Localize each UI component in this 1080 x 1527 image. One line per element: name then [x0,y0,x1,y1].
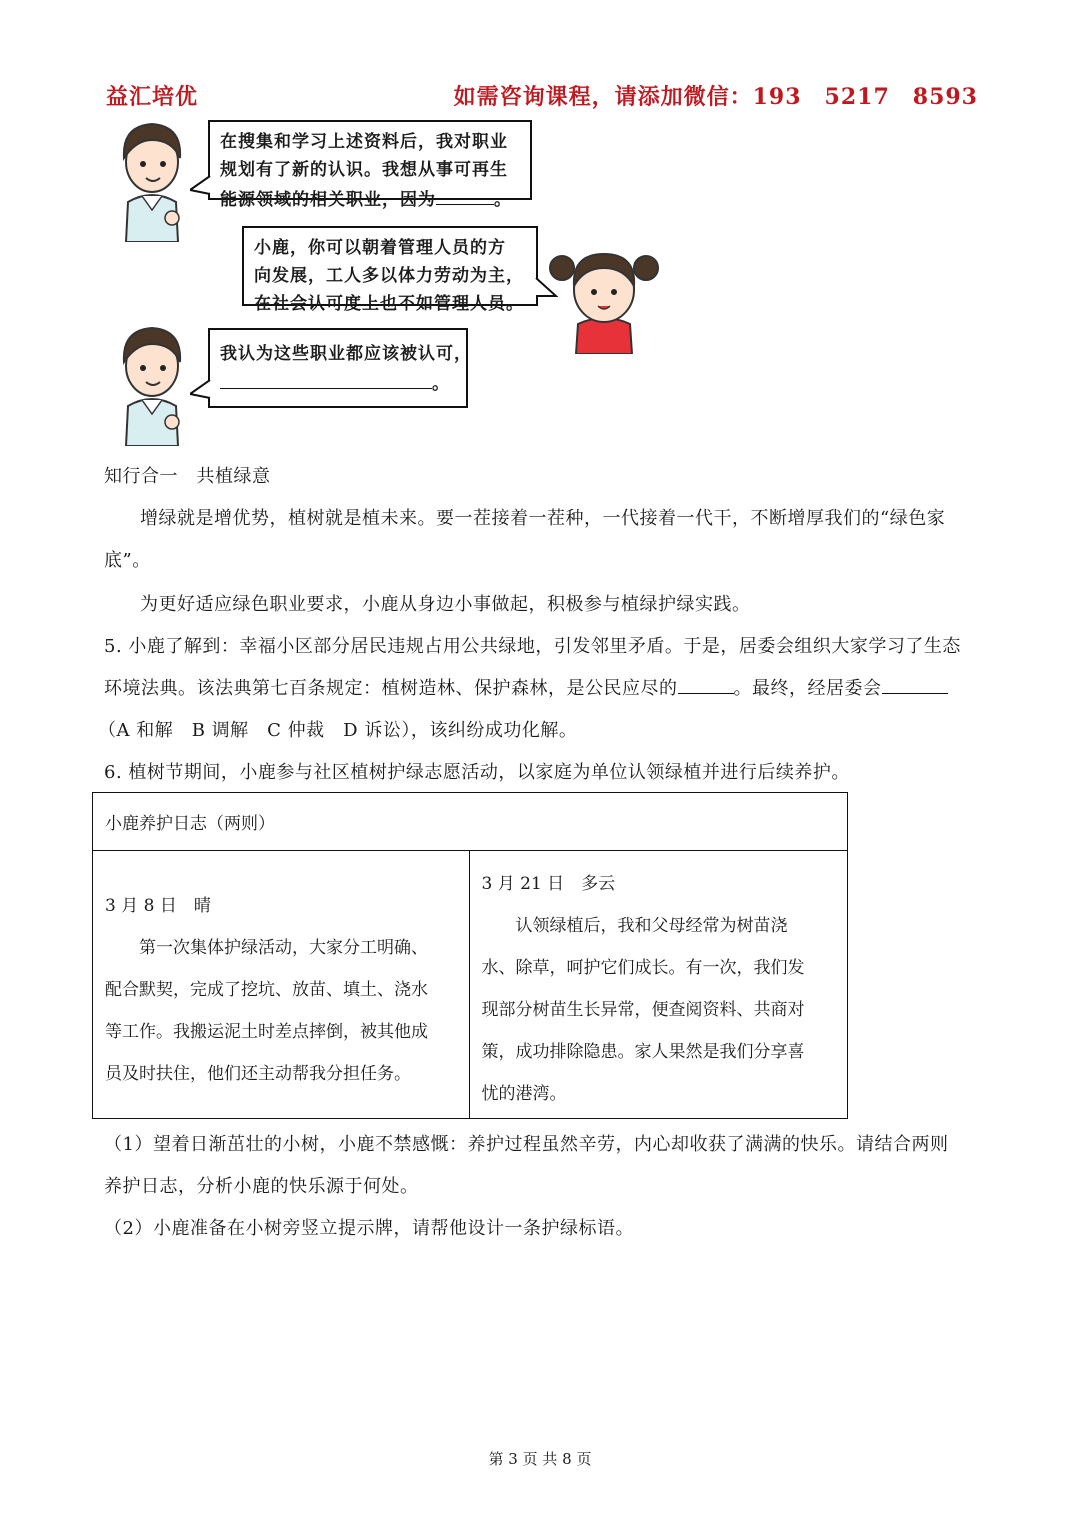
log-2-line: 水、除草，呵护它们成长。有一次，我们发 [481,958,805,978]
log-2-line: 现部分树苗生长异常，便查阅资料、共商对 [481,1000,805,1020]
bubble-1-line-3: 能源领域的相关职业，因为 。 [220,184,520,214]
answer-blank[interactable] [220,368,432,389]
question-5-line-2: 环境法典。该法典第七百条规定：植树造林、保护森林，是公民应尽的 。最终，经居委会 [104,674,948,700]
sub-question-1-line-1: （1）望着日渐茁壮的小树，小鹿不禁感慨：养护过程虽然辛劳，内心却收获了满满的快乐。请结合两则 [104,1134,949,1155]
bubble-3-line-2: 。 [220,368,456,398]
care-log-title: 小鹿养护日志（两则） [93,793,848,851]
brand-name: 益汇培优 [106,84,199,110]
bubble-2-line-2: 向发展，工人多以体力劳动为主， [254,266,524,286]
girl-character-illustration [548,238,660,354]
intro-paragraph-line-2: 底”。 [104,550,151,571]
question-5-line-1: 5. 小鹿了解到：幸福小区部分居民违规占用公共绿地，引发邻里矛盾。于是，居委会组织大家学习了生态 [104,636,961,657]
question-6-intro: 6. 植树节期间，小鹿参与社区植树护绿志愿活动，以家庭为单位认领绿植并进行后续养护。 [104,762,850,783]
boy-character-illustration [112,118,192,242]
answer-blank[interactable] [436,184,494,205]
log-1-date: 3 月 8 日 晴 [105,896,211,916]
sub-question-2: （2）小鹿准备在小树旁竖立提示牌，请帮他设计一条护绿标语。 [104,1218,634,1239]
bubble-1-line-2: 规划有了新的认识。我想从事可再生 [220,160,508,180]
log-2-line: 认领绿植后，我和父母经常为树苗浇 [481,916,788,936]
bubble-tail-icon [190,380,212,400]
care-log-table [92,792,848,1119]
care-log-entry-1 [93,851,470,1119]
bubble-1-line-1: 在搜集和学习上述资料后，我对职业 [220,132,508,152]
contact-info: 如需咨询课程，请添加微信：193 5217 8593 [453,84,978,110]
section-title: 知行合一 共植绿意 [104,466,271,487]
log-2-date: 3 月 21 日 多云 [481,874,616,894]
bubble-tail-icon [190,176,212,196]
answer-blank[interactable] [678,675,734,694]
intro-paragraph-line-1: 增绿就是增优势，植树就是植未来。要一茬接着一茬种，一代接着一代干，不断增厚我们的“绿色家 [140,508,946,529]
log-1-line: 等工作。我搬运泥土时差点摔倒，被其他成 [105,1022,428,1042]
log-1-line: 员及时扶住，他们还主动帮我分担任务。 [105,1064,411,1084]
log-1-line: 第一次集体护绿活动，大家分工明确、 [105,938,428,958]
log-1-line: 配合默契，完成了挖坑、放苗、填土、浇水 [105,980,428,1000]
bubble-2-line-1: 小鹿，你可以朝着管理人员的方 [254,238,506,258]
speech-bubble-boy-1 [208,120,532,210]
answer-blank[interactable] [882,675,948,694]
bubble-3-line-1: 我认为这些职业都应该被认可， [220,344,472,364]
boy-character-illustration [112,322,192,446]
log-2-line: 忧的港湾。 [481,1084,567,1104]
speech-bubble-girl [242,226,538,314]
intro-paragraph-line-3: 为更好适应绿色职业要求，小鹿从身边小事做起，积极参与植绿护绿实践。 [140,594,751,615]
bubble-2-line-3: 在社会认可度上也不如管理人员。 [254,294,524,314]
sub-question-1-line-2: 养护日志，分析小鹿的快乐源于何处。 [104,1176,419,1197]
speech-bubble-boy-2 [208,328,472,408]
page-number: 第 3 页 共 8 页 [488,1450,592,1468]
log-2-line: 策，成功排除隐患。家人果然是我们分享喜 [481,1042,805,1062]
care-log-entry-2 [469,851,848,1119]
question-5-options: （A 和解 B 调解 C 仲裁 D 诉讼），该纠纷成功化解。 [98,720,578,741]
